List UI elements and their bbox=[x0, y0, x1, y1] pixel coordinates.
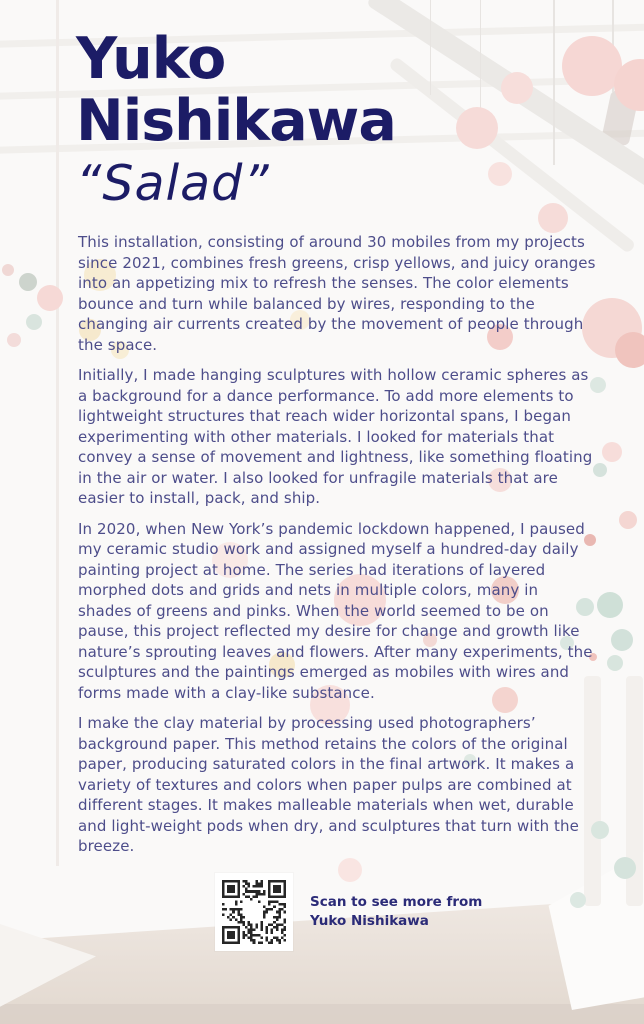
artist-statement bbox=[78, 232, 596, 951]
hanging-wire bbox=[430, 0, 431, 95]
statement-paragraph-1: This installation, consisting of around 30 mobiles from my projects since 2021, combines fresh greens, crisp yellows, and juicy oranges into an appetizing mix to refresh the senses. The color elements bounce and turn while balanced by wires, responding to the changing air currents created by the movement of people through the space. bbox=[78, 233, 596, 354]
qr-caption-line2: Yuko Nishikawa bbox=[310, 912, 429, 929]
mobile-sphere bbox=[607, 655, 623, 671]
mobile-sphere bbox=[597, 592, 623, 618]
mobile-sphere bbox=[2, 264, 14, 276]
qr-caption bbox=[310, 893, 482, 931]
mobile-sphere bbox=[19, 273, 37, 291]
statement-paragraph-3: In 2020, when New York’s pandemic lockdown happened, I paused my ceramic studio work and assigned myself a hundred-day daily painting project at home. The series had iterations of layered morphed dots and grids and nets in multiple colors, many in shades of greens and pinks. When the world seemed to be on pause, this project reflected my desire for change and growth like nature’s sprouting leaves and flowers. After many experiments, the sculptures and the paintings emerged as mobiles with wires and forms made with a clay-like substance. bbox=[78, 519, 593, 702]
artist-name bbox=[76, 28, 396, 152]
mobile-sphere bbox=[488, 162, 512, 186]
work-title: “Salad” bbox=[76, 155, 270, 212]
mobile-sphere bbox=[562, 36, 622, 96]
mobile-sphere bbox=[615, 332, 644, 368]
qr-code-pattern bbox=[222, 880, 286, 944]
poster-header bbox=[76, 28, 396, 213]
artist-first-name: Yuko bbox=[76, 26, 226, 92]
mobile-sphere bbox=[538, 203, 568, 233]
floor-edge bbox=[0, 1004, 644, 1024]
mobile-sphere bbox=[602, 442, 622, 462]
hanging-wire bbox=[480, 0, 481, 120]
mobile-sphere bbox=[37, 285, 63, 311]
statement-paragraph-4: I make the clay material by processing used photographers’ background paper. This method retains the colors of the original paper, producing saturated colors in the final artwork. It makes a variety of textures and colors when paper pulps are combined at different stages. It makes malleable materials when wet, durable and light-weight pods when dry, and sculptures that turn with the breeze. bbox=[78, 714, 579, 855]
statement-paragraph-2: Initially, I made hanging sculptures with hollow ceramic spheres as a background for a dance performance. To add more elements to lightweight structures that reach wider horizontal spans, I began experimenting with other materials. I looked for materials that convey a sense of movement and lightness, like something floating in the air or water. I also looked for unfragile materials that are easier to install, pack, and ship. bbox=[78, 366, 593, 507]
mobile-sphere bbox=[26, 314, 42, 330]
wall-corner-line bbox=[56, 0, 59, 866]
mobile-sphere bbox=[456, 107, 498, 149]
mobile-sphere bbox=[7, 333, 21, 347]
mobile-sphere bbox=[611, 629, 633, 651]
mobile-sphere bbox=[619, 511, 637, 529]
qr-section bbox=[215, 873, 596, 951]
qr-code bbox=[215, 873, 293, 951]
hanging-wire bbox=[553, 0, 555, 165]
artist-last-name: Nishikawa bbox=[76, 88, 396, 154]
mobile-sphere bbox=[614, 857, 636, 879]
mobile-sphere bbox=[501, 72, 533, 104]
qr-caption-line1: Scan to see more from bbox=[310, 893, 483, 910]
